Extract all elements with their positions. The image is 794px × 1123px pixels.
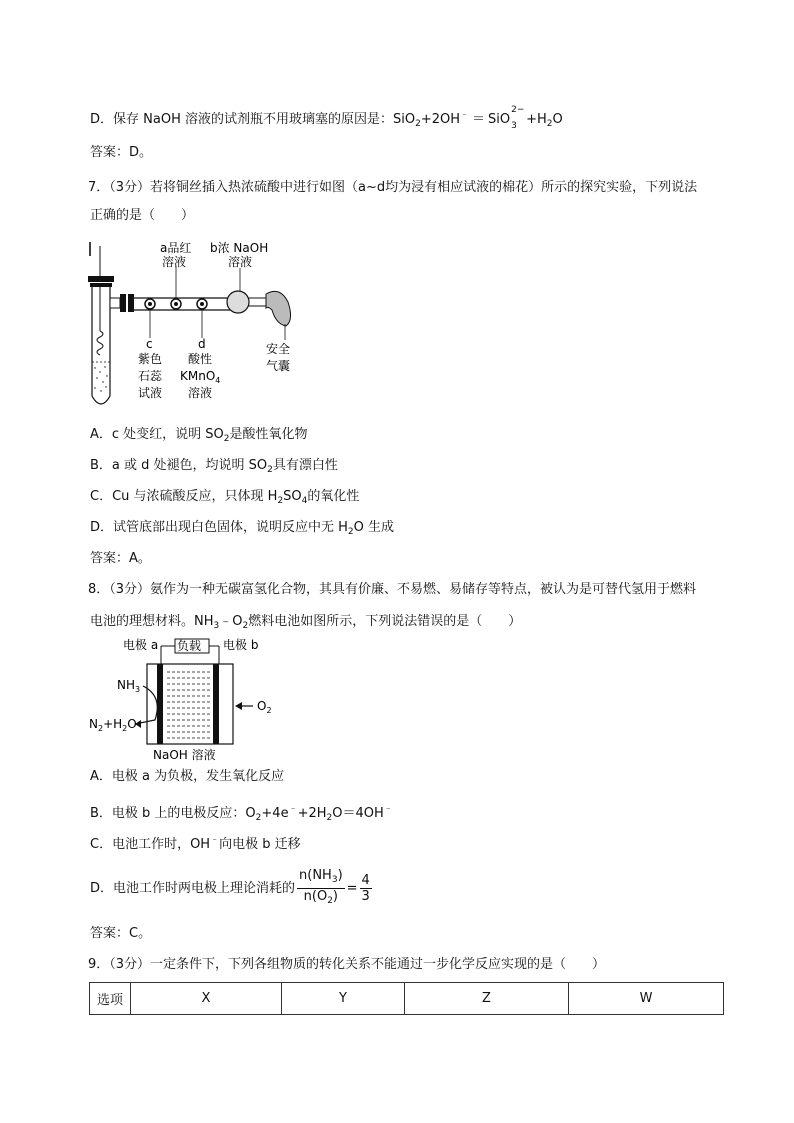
table-header-w: W: [569, 983, 724, 1015]
q6-answer: 答案：D。: [90, 145, 153, 160]
q8-optb-mid: +4e: [261, 806, 289, 821]
q7-apparatus-figure: [80, 236, 310, 414]
label-bag-2: 气囊: [266, 359, 291, 373]
label-nh3: $NH_3$: [117, 678, 141, 694]
q8-optd-eq: =: [346, 881, 358, 896]
q8-option-a: A．电极 a 为负极，发生氧化反应: [90, 769, 285, 784]
label-d-1: 酸性: [188, 352, 213, 366]
q8-optd-val-den: 3: [361, 889, 370, 904]
q8-stem-a: 电池的理想材料。NH: [90, 614, 214, 629]
q7-optc-end: 的氧化性: [307, 489, 360, 504]
q7-optc-text: C．Cu 与浓硫酸反应，只体现 H: [90, 489, 278, 504]
q8-optd-val-num: 4: [361, 873, 370, 888]
q6-optd-sio: SiO: [488, 112, 511, 127]
label-b-2: 溶液: [228, 255, 253, 269]
table-header-y: Y: [282, 983, 405, 1015]
q8-optd-value: [360, 873, 372, 904]
table-header-z: Z: [405, 983, 569, 1015]
q9-stem: 9．（3分）一定条件下，下列各组物质的转化关系不能通过一步化学反应实现的是（ ）: [88, 957, 606, 972]
q6-optd-o: O: [552, 112, 563, 127]
q7-optb-text: B．a 或 d 处褪色，均说明 SO: [90, 458, 268, 473]
label-a-2: 溶液: [162, 255, 187, 269]
q8-optd-text: D．电池工作时两电极上理论消耗的: [90, 881, 296, 896]
q8-fuel-cell-figure: [85, 634, 285, 766]
q7-optb-end: 具有漂白性: [272, 458, 338, 473]
q6-optd-text: D．保存 NaOH 溶液的试剂瓶不用玻璃塞的原因是：SiO: [90, 112, 416, 127]
q7-option-d: D．试管底部出现白色固体，说明反应中无 $H_2O$ 生成: [90, 520, 395, 537]
label-bag-1: 安全: [266, 342, 291, 356]
q7-answer: 答案：A。: [90, 551, 151, 566]
label-c-3: 试液: [138, 386, 163, 400]
q6-optd-charge: 2−: [511, 105, 525, 115]
q8-answer: 答案：C。: [90, 926, 152, 941]
label-a-1: a品红: [160, 241, 192, 255]
label-c-2: 石蕊: [138, 369, 163, 383]
q7-option-b: B．a 或 d 处褪色，均说明 $SO_2$具有漂白性: [90, 458, 338, 475]
q8-option-b: B．电极 b 上的电极反应：$O_2+4e^﹣+2H_2O=4OH^﹣$: [90, 804, 393, 823]
q7-stem-line2: 正确的是（ ）: [90, 208, 195, 223]
q9-options-table: [89, 982, 724, 1015]
label-d-2: KMnO$_4$: [180, 369, 221, 385]
q7-stem-line1: 7．（3分）若将铜丝插入热浓硫酸中进行如图（a~d均为浸有相应试液的棉花）所示的探究实验，下列说法: [88, 180, 698, 195]
q7-option-c: C．Cu 与浓硫酸反应，只体现 $H_2SO_4$的氧化性: [90, 489, 360, 506]
label-d-letter: d: [198, 337, 206, 351]
label-naoh: NaOH 溶液: [153, 748, 216, 762]
q7-option-a: A．c 处变红，说明 $SO_2$是酸性氧化物: [90, 427, 308, 444]
q6-optd-sub3: 3: [511, 121, 517, 131]
q6-optd-end: +H: [526, 112, 547, 127]
label-c-letter: c: [146, 337, 153, 351]
label-d-3: 溶液: [188, 386, 213, 400]
q8-stem-line1: 8．（3分）氨作为一种无碳富氢化合物，其具有价廉、不易燃、易储存等特点，被认为是可替代氢用于燃料: [88, 582, 697, 597]
q7-opta-text: A．c 处变红，说明 SO: [90, 427, 224, 442]
label-c-1: 紫色: [138, 352, 163, 366]
q8-optc-end: 向电极 b 迁移: [219, 837, 301, 852]
label-n2-h2o: $N_2+H_2O$: [89, 717, 137, 733]
q8-option-d: [90, 868, 374, 909]
label-load: 负载: [177, 639, 202, 653]
q7-optd-text: D．试管底部出现白色固体，说明反应中无 H: [90, 520, 348, 535]
q7-optc-mid: SO: [283, 489, 302, 504]
q8-optb-text: B．电极 b 上的电极反应：O: [90, 806, 256, 821]
q8-optb-end: O＝4OH: [332, 806, 384, 821]
label-b-1: b浓 NaOH: [210, 241, 269, 255]
q6-optd-eq: ＝: [472, 112, 486, 127]
q7-opta-end: 是酸性氧化物: [229, 427, 308, 442]
q8-option-c: C．电池工作时，OH﹣向电极 b 迁移: [90, 835, 301, 852]
label-o2: $O_2$: [257, 699, 272, 715]
q6-option-d: D．保存 NaOH 溶液的试剂瓶不用玻璃塞的原因是：SiO$_2$+2OH﹣ ＝ SiO 2− 3 $+H_2O$: [90, 105, 563, 134]
q6-optd-plus: +2OH: [420, 112, 460, 127]
q8-stem-line2: 电池的理想材料。$NH_3﹣O_2$燃料电池如图所示，下列说法错误的是（ ）: [90, 614, 522, 631]
label-electrode-a: 电极 a: [123, 638, 159, 652]
table-header-row: [90, 983, 724, 1015]
table-header-option: 选项: [90, 983, 131, 1015]
table-header-x: X: [131, 983, 282, 1015]
q8-stem-c: 燃料电池如图所示，下列说法错误的是（ ）: [248, 614, 522, 629]
q6-optd-minus: ﹣: [459, 110, 469, 120]
q8-stem-b: ﹣O: [219, 614, 243, 629]
q8-optc-text: C．电池工作时，OH: [90, 837, 211, 852]
q7-optd-end: O 生成: [353, 520, 395, 535]
q8-optd-ratio: $\frac{n(NH_3)}{n(O_2)}$: [299, 868, 343, 906]
label-electrode-b: 电极 b: [223, 638, 259, 652]
q8-optb-mid2: +2H: [297, 806, 327, 821]
